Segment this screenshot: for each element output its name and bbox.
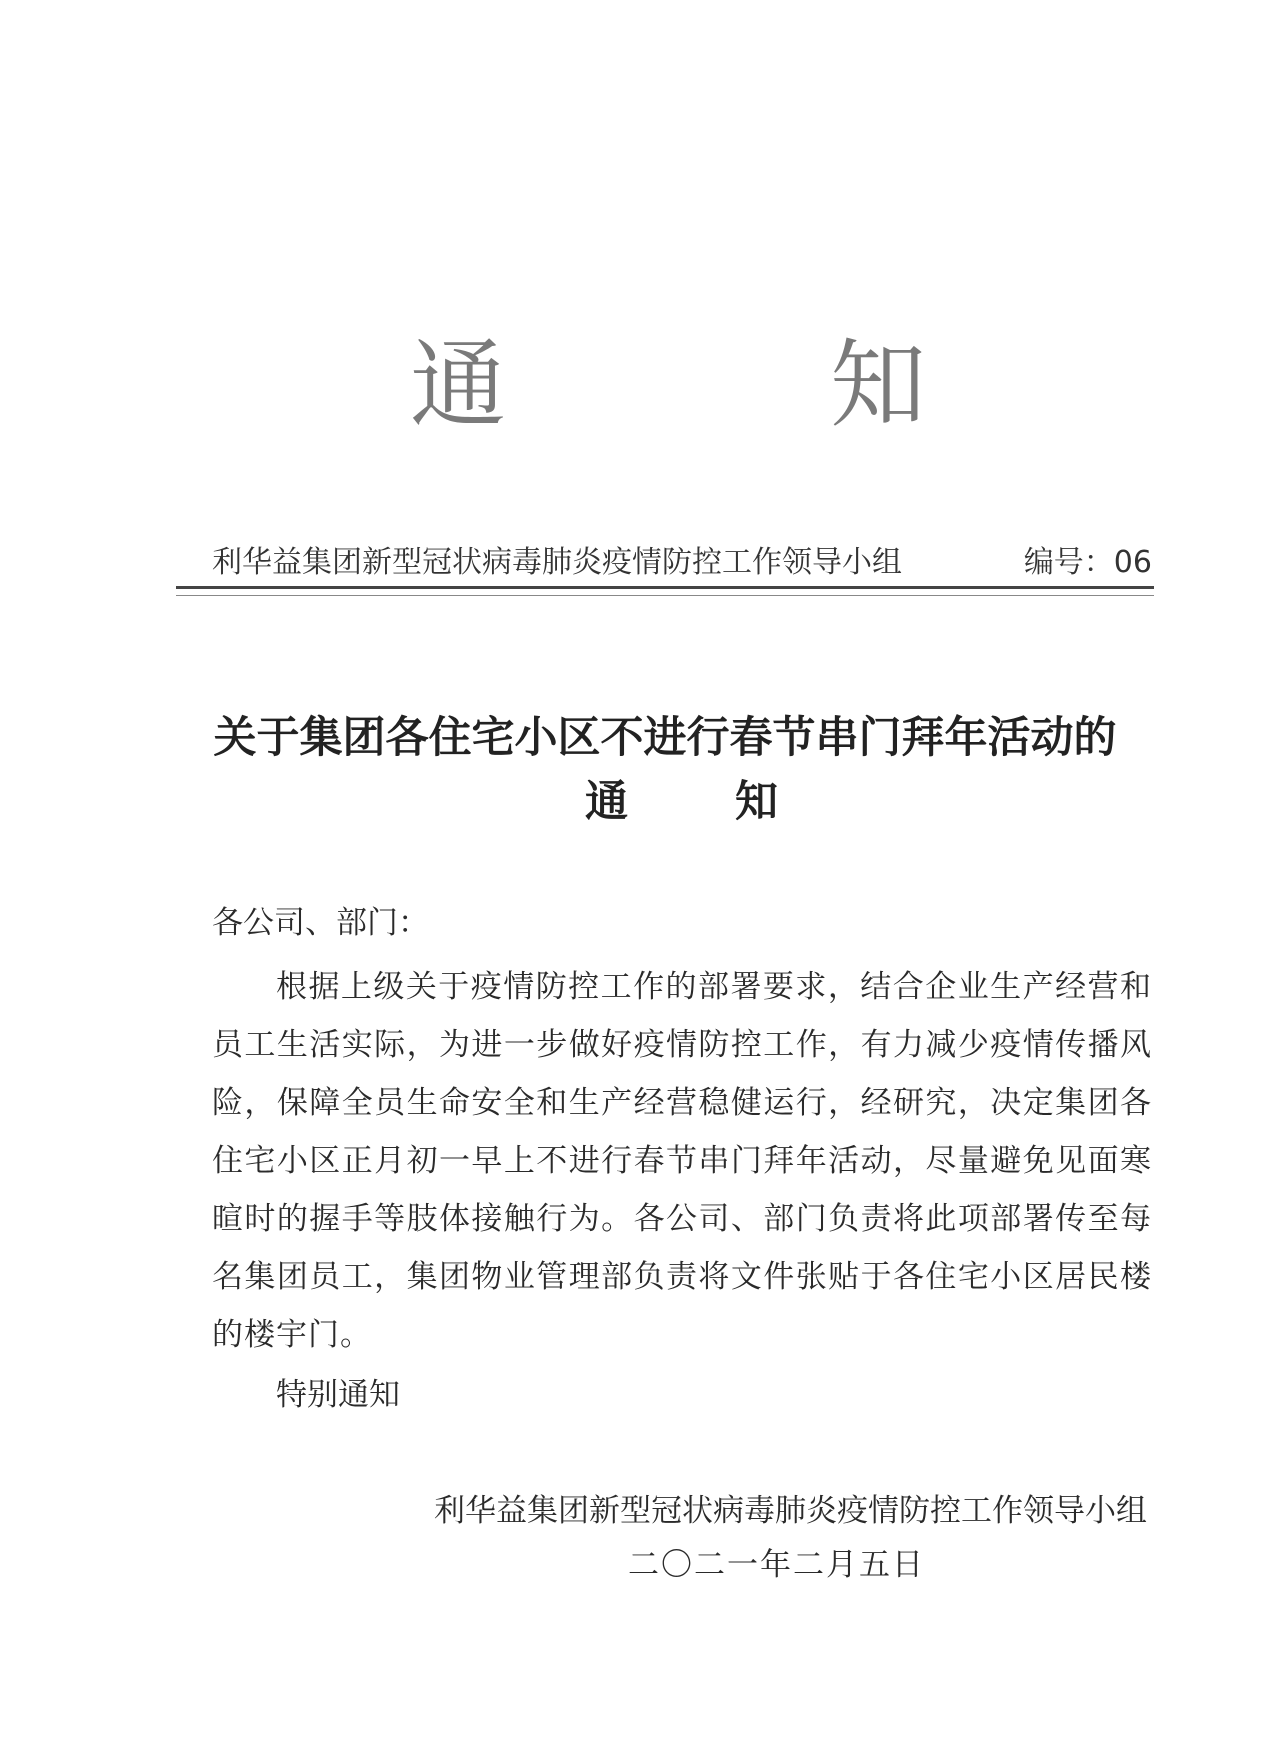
body-paragraph: 根据上级关于疫情防控工作的部署要求，结合企业生产经营和员工生活实际，为进一步做好疫情防控工作，有力减少疫情传播风险，保障全员生命安全和生产经营稳健运行，经研究，决定集团各住宅小区正月初一早上不进行春节串门拜年活动，尽量避免见面寒暄时的握手等肢体接触行为。各公司、部门负责将此项部署传至每名集团员工，集团物业管理部负责将文件张贴于各住宅小区居民楼的楼宇门。 [212,969,1152,1353]
closing-text: 特别通知 [276,1377,400,1413]
notice-subtitle [585,772,785,832]
notice-subtitle-char-2: 知 [735,777,778,827]
heading-char-2: 知 [830,329,926,441]
issuer-organization: 利华益集团新型冠状病毒肺炎疫情防控工作领导小组 [212,545,902,580]
header-divider [176,586,1154,596]
document-heading [410,330,930,440]
salutation: 各公司、部门： [212,905,429,941]
notice-subtitle-char-1: 通 [585,777,628,827]
signature-organization: 利华益集团新型冠状病毒肺炎疫情防控工作领导小组 [434,1493,1147,1529]
heading-char-1: 通 [410,329,506,441]
issuer-line [212,538,1152,588]
notice-title: 关于集团各住宅小区不进行春节串门拜年活动的 [213,713,1117,763]
signature-date: 二〇二一年二月五日 [628,1547,925,1583]
document-number: 编号：06 [1023,545,1152,580]
